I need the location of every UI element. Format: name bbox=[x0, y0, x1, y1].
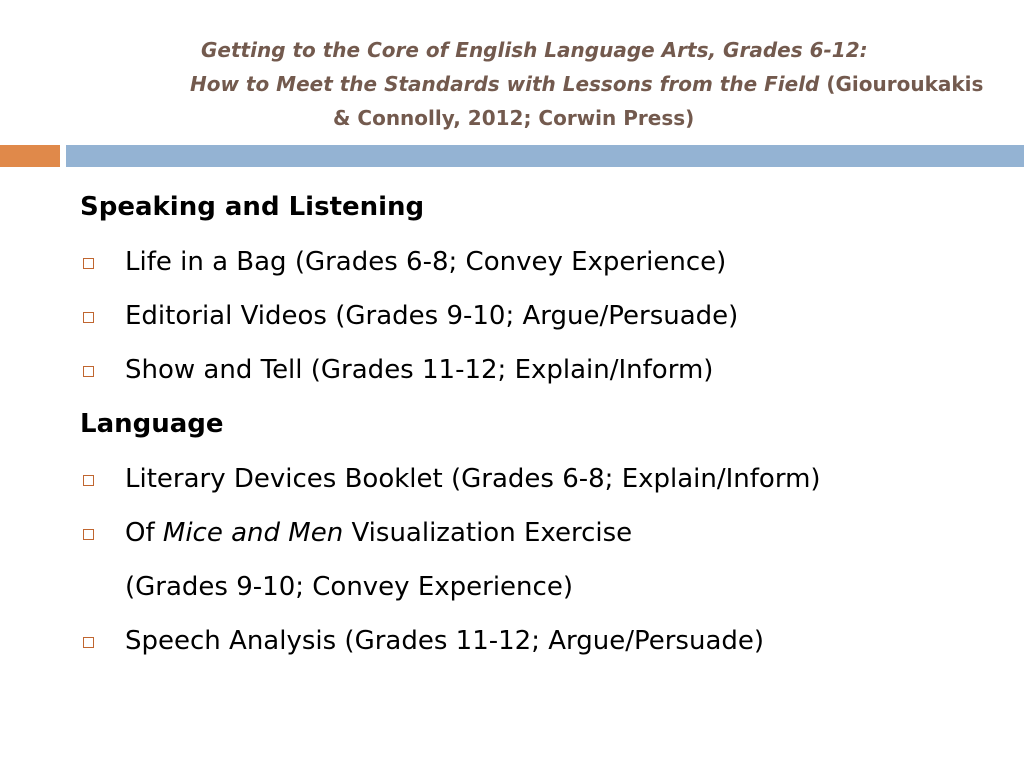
title-book-subtitle: How to Meet the Standards with Lessons from the Field bbox=[190, 72, 820, 96]
title-line-3: & Connolly, 2012; Corwin Press) bbox=[333, 106, 695, 130]
list-item-text bbox=[125, 518, 632, 548]
list-item-text: Literary Devices Booklet (Grades 6-8; Explain/Inform) bbox=[125, 464, 821, 494]
book-title: Mice and Men bbox=[162, 518, 344, 548]
title-line-1: Getting to the Core of English Language Arts, Grades 6-12: bbox=[201, 38, 868, 62]
list-item-text: Show and Tell (Grades 11-12; Explain/Inform) bbox=[125, 355, 714, 385]
list-item-text-post: Visualization Exercise bbox=[343, 518, 633, 548]
square-bullet-icon bbox=[83, 258, 94, 269]
list-item-text: Editorial Videos (Grades 9-10; Argue/Persuade) bbox=[125, 301, 739, 331]
list-item-text: Speech Analysis (Grades 11-12; Argue/Persuade) bbox=[125, 626, 765, 656]
list-item-text-pre: Of bbox=[125, 518, 163, 548]
section-heading-language: Language bbox=[80, 409, 224, 439]
square-bullet-icon bbox=[83, 312, 94, 323]
title-authors-start: (Giouroukakis bbox=[819, 72, 984, 96]
square-bullet-icon bbox=[83, 475, 94, 486]
list-item-text: (Grades 9-10; Convey Experience) bbox=[125, 572, 573, 602]
square-bullet-icon bbox=[83, 529, 94, 540]
section-heading-speaking: Speaking and Listening bbox=[80, 192, 425, 222]
list-item-text: Life in a Bag (Grades 6-8; Convey Experience) bbox=[125, 247, 727, 277]
square-bullet-icon bbox=[83, 366, 94, 377]
square-bullet-icon bbox=[83, 637, 94, 648]
